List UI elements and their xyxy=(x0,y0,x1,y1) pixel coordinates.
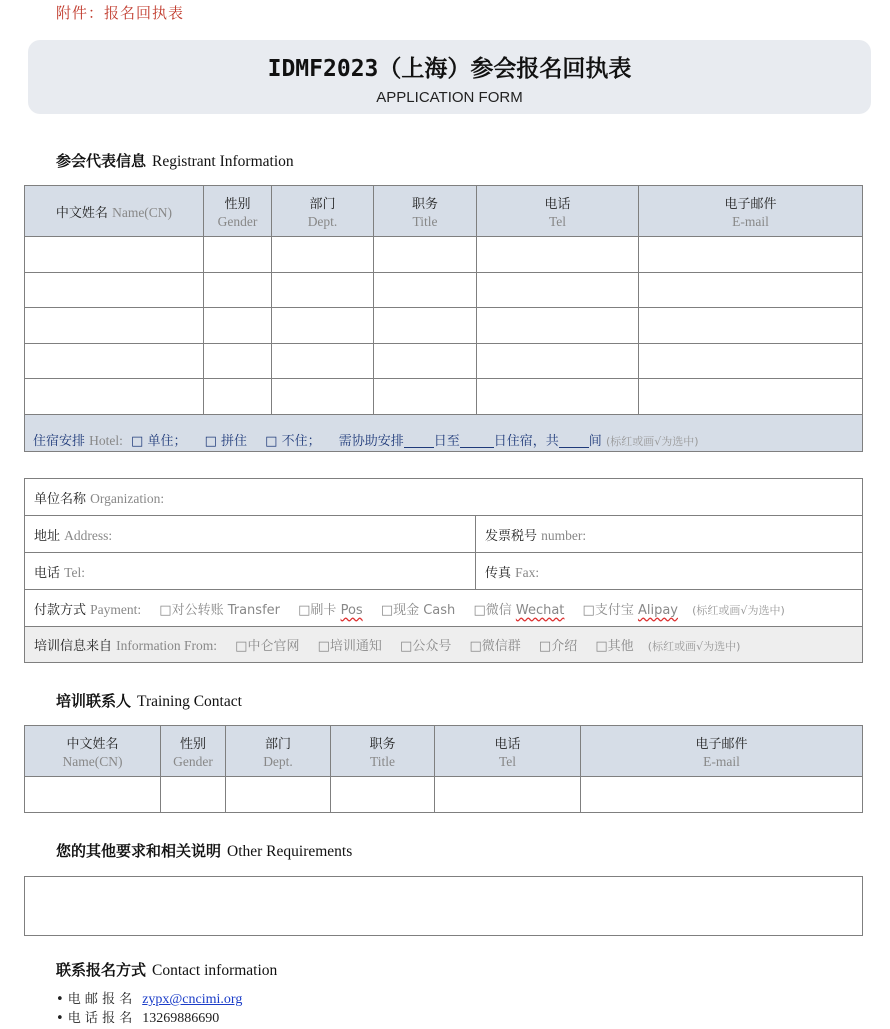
hotel-share-option[interactable]: □ 拼住 xyxy=(204,433,248,449)
table-row xyxy=(25,273,863,308)
contact-heading: 联系报名方式 Contact information xyxy=(56,961,278,979)
pay-transfer-option[interactable]: □对公转账 Transfer xyxy=(159,602,280,618)
src-notice-option[interactable]: □培训通知 xyxy=(317,639,382,654)
hotel-label: 住宿安排 xyxy=(33,433,86,449)
payment-row: 付款方式 Payment: □对公转账 Transfer □刷卡 Pos □现金 Cash □微信 Wechat □支付宝 Alipay (标红或画√为选中) xyxy=(25,590,863,627)
col-gender: 性别 Gender xyxy=(204,186,272,237)
col-email: 电子邮件 E-mail xyxy=(581,726,863,777)
col-tel: 电话 Tel xyxy=(477,186,639,237)
page-subtitle: APPLICATION FORM xyxy=(376,89,523,106)
col-name: 中文姓名 Name(CN) xyxy=(25,186,204,237)
col-title: 职务 Title xyxy=(374,186,477,237)
src-official-account-option[interactable]: □公众号 xyxy=(400,639,452,654)
registrant-heading xyxy=(56,150,294,171)
src-website-option[interactable]: □中仑官网 xyxy=(235,639,300,654)
pay-wechat-option[interactable]: □微信 Wechat xyxy=(473,602,565,618)
page-title: IDMF2023（上海）参会报名回执表 xyxy=(267,56,632,82)
table-row xyxy=(25,344,863,379)
phone-contact: • 电 话 报 名 13269886690 xyxy=(56,1011,220,1026)
email-link[interactable]: zypx@cncimi.org xyxy=(142,992,243,1007)
organization-table xyxy=(24,478,863,663)
hotel-single-option[interactable]: □ 单住； xyxy=(131,433,187,449)
col-dept: 部门 Dept. xyxy=(272,186,374,237)
registrant-heading-cn: 参会代表信息 xyxy=(56,152,147,170)
col-gender: 性别 Gender xyxy=(161,726,226,777)
tel-field[interactable]: 电话 Tel: xyxy=(25,553,476,590)
src-referral-option[interactable]: □介绍 xyxy=(538,639,578,654)
phone-number: 13269886690 xyxy=(142,1011,220,1026)
other-requirements-heading: 您的其他要求和相关说明 Other Requirements xyxy=(56,842,353,860)
src-wechat-group-option[interactable]: □微信群 xyxy=(469,639,521,654)
day-from-blank[interactable] xyxy=(404,435,434,448)
src-other-option[interactable]: □其他 xyxy=(595,639,634,654)
attachment-label: 附件：报名回执表 xyxy=(56,4,185,22)
col-email: 电子邮件 E-mail xyxy=(639,186,863,237)
col-title: 职务 Title xyxy=(331,726,435,777)
training-table xyxy=(24,725,863,813)
info-source-row: 培训信息来自 Information From: □中仑官网 □培训通知 □公众号 □微信群 □介绍 □其他 (标红或画√为选中) xyxy=(25,627,863,663)
organization-field[interactable]: 单位名称 Organization: xyxy=(25,479,863,516)
table-row xyxy=(25,777,863,813)
training-heading: 培训联系人 Training Contact xyxy=(56,692,242,710)
day-to-blank[interactable] xyxy=(460,435,494,448)
table-row xyxy=(25,308,863,344)
table-row xyxy=(25,237,863,273)
title-banner xyxy=(28,40,871,114)
other-requirements-box[interactable] xyxy=(24,876,863,936)
pay-cash-option[interactable]: □现金 Cash xyxy=(380,602,456,618)
hotel-row: 住宿安排 Hotel: □ 单住； □ 拼住 □ 不住； 需协助安排 日至 日住宿，共 间 (标红或画√为选中) xyxy=(25,415,863,452)
col-name: 中文姓名 Name(CN) xyxy=(25,726,161,777)
registrant-heading-en: Registrant Information xyxy=(152,153,294,170)
col-dept: 部门 Dept. xyxy=(226,726,331,777)
col-tel: 电话 Tel xyxy=(435,726,581,777)
email-contact: • 电 邮 报 名 zypx@cncimi.org xyxy=(56,992,243,1007)
registrant-table xyxy=(24,185,863,452)
rooms-blank[interactable] xyxy=(559,435,589,448)
pay-alipay-option[interactable]: □支付宝 Alipay xyxy=(582,602,678,618)
fax-field[interactable]: 传真 Fax: xyxy=(476,553,863,590)
hotel-none-option[interactable]: □ 不住； xyxy=(265,433,321,449)
address-field[interactable]: 地址 Address: xyxy=(25,516,476,553)
table-row xyxy=(25,379,863,415)
pay-pos-option[interactable]: □刷卡 Pos xyxy=(298,602,363,618)
tax-number-field[interactable]: 发票税号 number: xyxy=(476,516,863,553)
